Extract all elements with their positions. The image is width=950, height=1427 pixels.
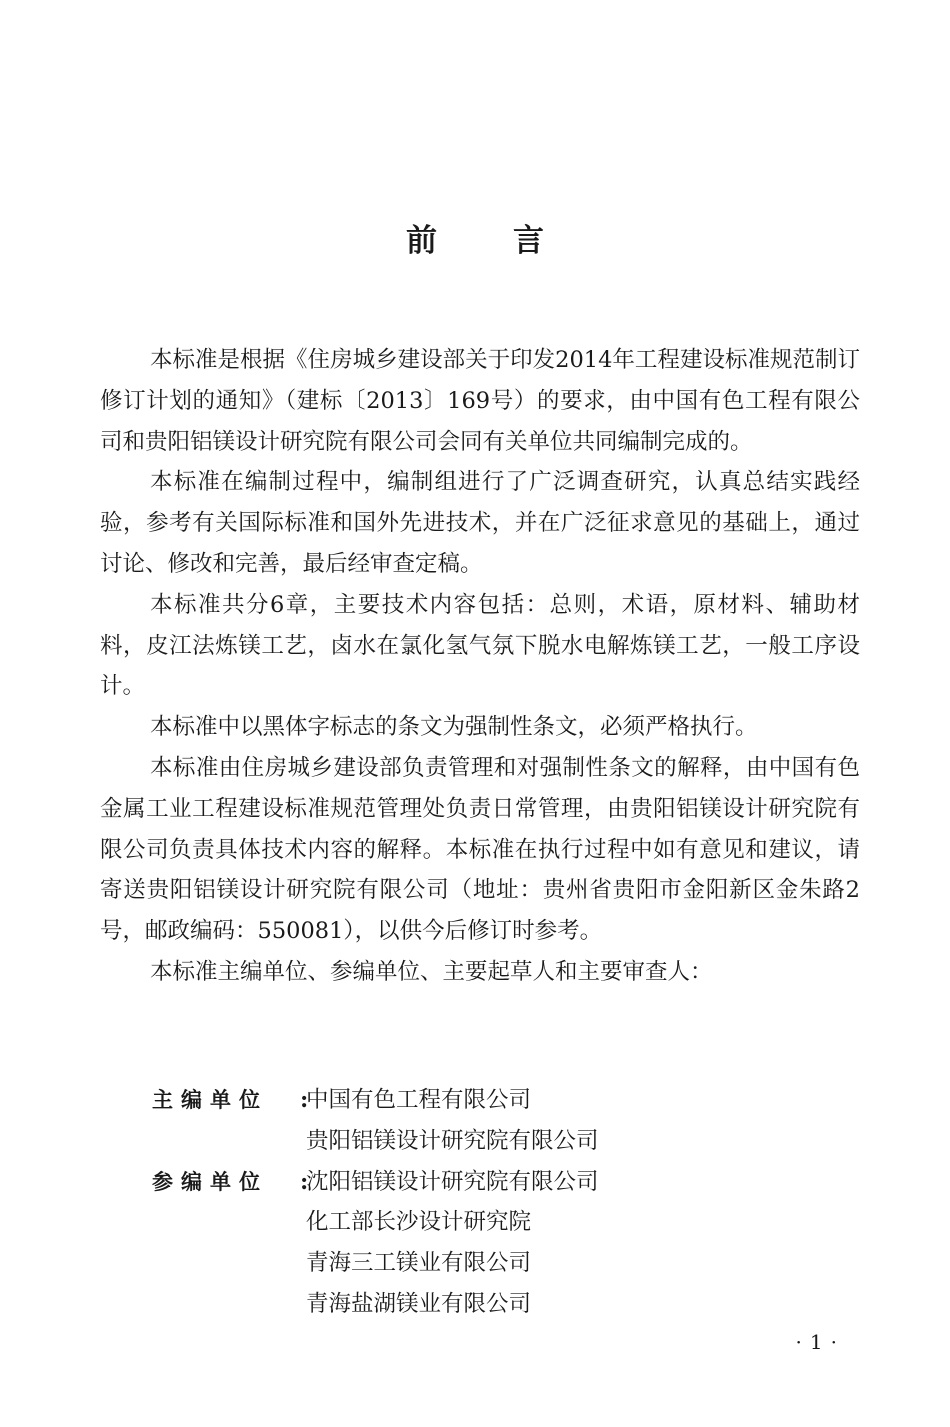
paragraph-basis: 本标准是根据《住房城乡建设部关于印发2014年工程建设标准规范制订修订计划的通知》（建标〔2013〕169号）的要求，由中国有色工程有限公司和贵阳铝镁设计研究院有限公司会同有关单位共同编制完成的。 [100,347,860,455]
chief-units-row [152,1080,852,1162]
unit-name: 中国有色工程有限公司 [306,1087,532,1113]
unit-name: 沈阳铝镁设计研究院有限公司 [306,1168,599,1195]
page-title: 前言 [406,223,620,259]
preface-body [100,340,860,993]
paragraph-mandatory: 本标准中以黑体字标志的条文为强制性条文，必须严格执行。 [150,714,758,741]
unit-name: 青海三工镁业有限公司 [306,1250,532,1277]
paragraph-contents: 本标准共分6章，主要技术内容包括：总则，术语，原材料、辅助材料，皮江法炼镁工艺，卤水在氯化氢气氛下脱水电解炼镁工艺，一般工序设计。 [100,591,860,700]
participating-units-row [152,1162,852,1325]
unit-name: 化工部长沙设计研究院 [306,1209,532,1236]
editing-units [152,1080,852,1325]
participating-units-list [306,1162,599,1325]
paragraph-management: 本标准由住房城乡建设部负责管理和对强制性条文的解释，由中国有色金属工业工程建设标准规范管理处负责日常管理，由贵阳铝镁设计研究院有限公司负责具体技术内容的解释。本标准在执行过程中如有意见和建议，请寄送贵阳铝镁设计研究院有限公司（地址：贵州省贵阳市金阳新区金朱路2号，邮政编码：550081），以供今后修订时参考。 [100,754,860,945]
label-colon: : [300,1168,309,1195]
paragraph-units-intro: 本标准主编单位、参编单位、主要起草人和主要审查人： [150,958,713,985]
unit-name: 青海盐湖镁业有限公司 [306,1290,532,1317]
participating-units-label: 参编单位 [152,1169,268,1194]
page-number: ·1· [795,1330,845,1354]
label-colon: : [300,1087,309,1113]
chief-units-list [306,1080,599,1162]
chief-units-label: 主编单位 [152,1088,268,1112]
paragraph-process: 本标准在编制过程中，编制组进行了广泛调查研究，认真总结实践经验，参考有关国际标准和国外先进技术，并在广泛征求意见的基础上，通过讨论、修改和完善，最后经审查定稿。 [100,469,860,577]
unit-name: 贵阳铝镁设计研究院有限公司 [306,1127,599,1154]
